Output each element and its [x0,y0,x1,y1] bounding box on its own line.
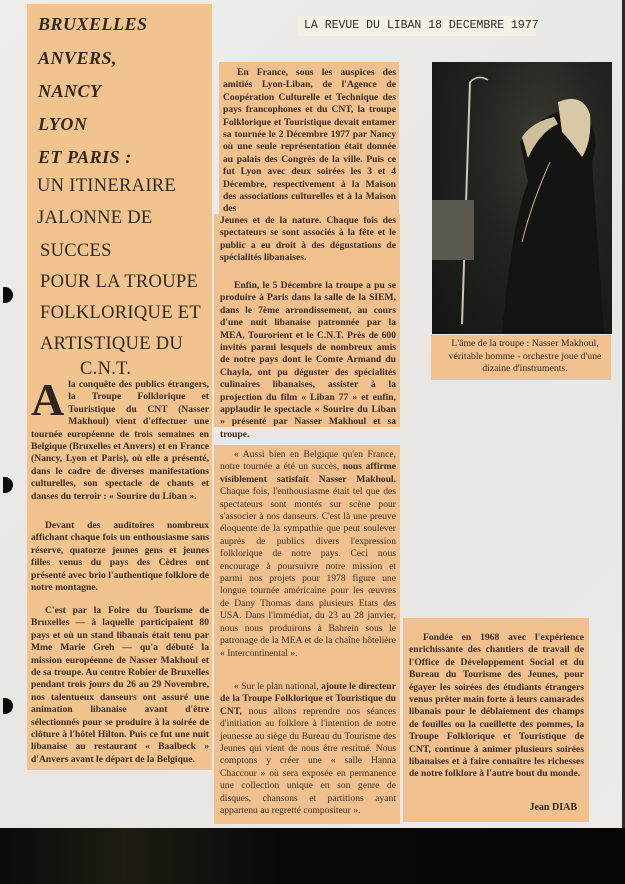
masthead: LA REVUE DU LIBAN 18 DECEMBRE 1977 [298,16,536,36]
scan-background [0,828,625,884]
article-clipping [214,671,400,824]
headline-line: FOLKLORIQUE ET [40,303,201,323]
headline-line: C.N.T. [80,359,132,379]
paragraph-text: Chaque fois, l'enthousiasme était tel que des spectateurs sont montés sur scène pour s'associer à nos danseurs. C'est là une preuve éloquente de la sympathie que peut soulever auprès de publics divers l'expression folklorique de notre pays. Ceci nous encourage à poursuivre notre mission et parmi nos projets pour 1978 figure une longue tournée américaine pour les œuvres de Dany Thomas dans plusieurs Etats des USA. Dans l'immédiat, du 23 au 28 janvier, nous nous produirons à Bahrein sous le patronage de la MEA et de la chaîne hôtelière « Intercontinental ». [220,486,396,659]
performer-photo [432,62,612,334]
headline-line: NANCY [38,81,102,101]
photo-caption-box [431,335,611,380]
headline-line: UN ITINERAIRE [37,176,177,196]
performer-photo-image [432,62,612,334]
article-clipping [214,214,400,440]
headline-line: JALONNE DE [37,208,153,228]
drop-cap: A [31,374,65,425]
article-clipping [219,62,399,214]
headline-line: BRUXELLES [38,14,148,34]
headline-line: POUR LA TROUPE [40,272,199,292]
headline-clipping [27,4,212,770]
article-clipping [214,445,400,671]
photo-caption: L'âme de la troupe : Nasser Makhoul, véritable homme - orchestre joue d'une dizaine d'instruments. [448,338,602,374]
headline-line: LYON [38,114,88,134]
article-paragraph: En France, sous les auspices des amitiés Lyon-Liban, de l'Agence de Coopération Culturelle et Technique des pays francophones et du CNT, la troupe Folklorique et Touristique devait entamer sa tournée le 2 Décembre 1977 par Nancy où une seule représentation était donnée au palais des Congrès de la ville. Puis ce fut Lyon avec deux soirées les 3 et 4 Décembre, respectivement à la Maison des associations culturelles et à la Maison des [223,67,396,215]
paragraph-text: « Aussi bien en Belgique qu'en France, notre tournée a été un succès, [220,449,396,473]
article-paragraph [31,374,209,503]
article-paragraph: Enfin, le 5 Décembre la troupe a pu se produire à Paris dans la salle de la SIEM, dans le 7ème arrondissement, au cours d'une nuit libanaise patronnée par la MEA, Tourorient et le C.N.T. Près de 600 invités parmi lesquels de nombreux amis de notre pays dont le Comte Armand du Chayla, ont pu déguster des spécialités culinaires libanaises, assister à la projection du film « Liban 77 » et enfin, applaudir le spectacle « Sourire du Liban » présenté par Nasser Makhoul et sa troupe. [220,280,396,440]
headline-line: ET PARIS : [38,147,132,167]
paragraph-text: la conquête des publics étrangers, la Troupe Folklorique et Touristique du CNT (Nasser Makhoul) vient d'effectuer une tournée européenne de trois semaines en Belgique (Bruxelles et Anvers) et en France (Nancy, Lyon et Paris), où elle a présenté, dans le cadre de diverses manifestations culturelles, son spectacle de chants et danses du terroir : « Sourire du Liban ». [31,379,209,502]
article-paragraph: Fondée en 1968 avec l'expérience enrichissante des chantiers de travail de l'Office de Développement Social et du Bureau du Tourisme des Jeunes, pour égayer les soirées des étudiants étrangers venus prêter main forte à leurs camarades libanais pour le déblaiement des champs de fouilles ou la cueillette des pommes, la Troupe Folklorique et Touristique de CNT, continue à animer plusieurs soirées libanaises et à faire connaître les richesses de notre folklore à l'autre bout du monde. [409,632,584,780]
headline-line: ARTISTIQUE DU [40,334,184,354]
author-signature: Jean DIAB [529,802,577,813]
paragraph-text: nous allons reprendre nos séances d'initiation au folklore à l'intention de notre jeunesse au siège du Bureau du Tourisme des Jeunes qui vient de nous être restitué. Nous comptons y créer une « salle Hanna Chaccour » où sera exposée en permanence une collection unique en son genre de disques, chansons et partitions ayant appartenu au regretté compositeur ». [220,705,396,817]
article-paragraph [220,681,396,817]
article-paragraph: Jeunes et de la nature. Chaque fois des spectateurs se sont associés à la fête et le public a eu droit à des dégustations de spécialités libanaises. [220,215,396,264]
article-paragraph: Devant des auditoires nombreux affichant chaque fois un enthousiasme sans réserve, quatorze jeunes gens et jeunes filles venus du pays des Cèdres ont présenté avec brio l'authentique folklore de notre montagne. [31,520,209,594]
paragraph-text: « Sur le plan national, [234,681,321,692]
paragraph-bold-text: ajoute le directeur de la Troupe Folklorique et Touristique du CNT, [220,681,396,717]
paragraph-bold-text: nous affirme visiblement satisfait Nasser Makhoul. [220,461,396,485]
headline-line: SUCCES [40,241,112,261]
article-clipping [403,618,589,822]
article-paragraph: C'est par la Foire du Tourisme de Bruxelles — à laquelle participaient 80 pays et où un stand libanais était tenu par Mme Marie Greh — qu'a débuté la mission européenne de Nasser Makhoul et de sa troupe. Au centre Robier de Bruxelles pendant trois jours du 26 au 29 Novembre, nos talentueux danseurs ont assuré une animation libanaise avant d'être sélectionnés pour se produire à la soirée de clôture à l'hôtel Hilton. Puis ce fut une nuit libanaise au restaurant « Baalbeck » d'Anvers avant le départ de la Belgique. [31,605,209,765]
article-paragraph [220,449,396,660]
headline-line: ANVERS, [38,48,118,68]
